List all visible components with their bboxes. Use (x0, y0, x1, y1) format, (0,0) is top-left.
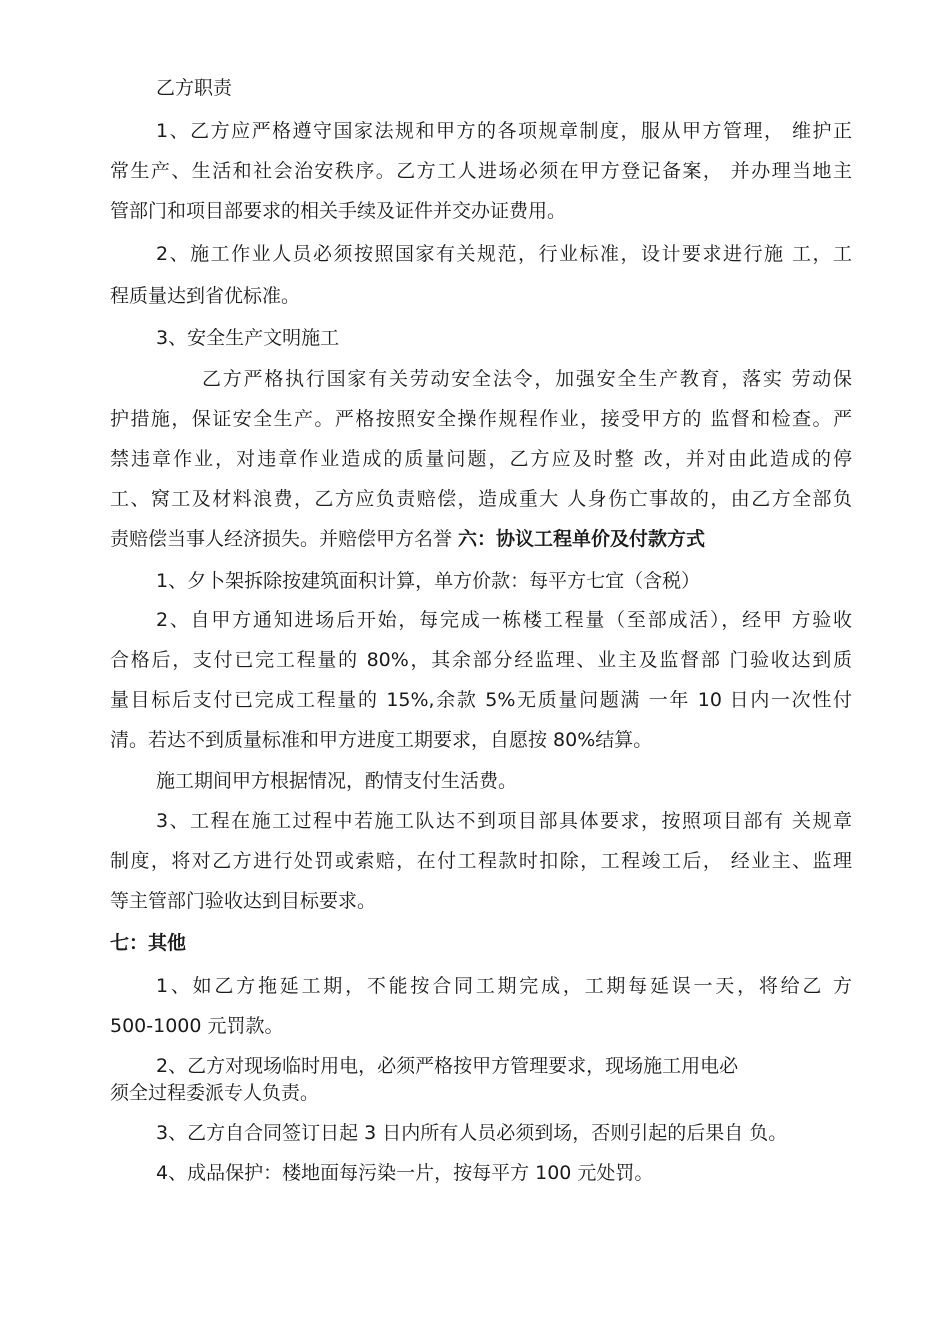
paragraph-line: 合格后，支付已完工程量的 80%，其余部分经监理、业主及监督部 门验收达到质 (110, 649, 852, 671)
paragraph-line: 工、窝工及材料浪费，乙方应负责赔偿，造成重大 人身伤亡事故的，由乙方全部负 (110, 488, 852, 510)
paragraph-line: 乙方严格执行国家有关劳动安全法令，加强安全生产教育，落实 劳动保 (202, 368, 852, 390)
paragraph-line: 3、安全生产文明施工 (156, 327, 340, 349)
paragraph-line: 量目标后支付已完成工程量的 15%,余款 5%无质量问题满 一年 10 日内一次性付 (110, 689, 852, 711)
paragraph-line: 1、如乙方拖延工期，不能按合同工期完成，工期每延误一天，将给乙 方 (156, 975, 852, 997)
paragraph-line: 管部门和项目部要求的相关手续及证件并交办证费用。 (110, 200, 567, 222)
paragraph-line: 禁违章作业，对违章作业造成的质量问题，乙方应及时整 改，并对由此造成的停 (110, 448, 852, 470)
paragraph-line: 等主管部门验收达到目标要求。 (110, 890, 377, 912)
paragraph-line: 施工期间甲方根据情况，酌情支付生活费。 (156, 770, 518, 792)
paragraph-line: 护措施，保证安全生产。严格按照安全操作规程作业，接受甲方的 监督和检查。严 (110, 408, 852, 430)
section-heading-yifang-duties: 乙方职责 (156, 77, 233, 99)
paragraph-line: 1、夕卜架拆除按建筑面积计算，单方价款：每平方七宜（含税） (156, 570, 701, 592)
paragraph-line: 3、工程在施工过程中若施工队达不到项目部具体要求，按照项目部有 关规章 (156, 810, 852, 832)
paragraph-line: 500-1000 元罚款。 (110, 1015, 284, 1037)
paragraph-line: 制度，将对乙方进行处罚或索赔，在付工程款时扣除，工程竣工后， 经业主、监理 (110, 850, 852, 872)
paragraph-line: 2、乙方对现场临时用电，必须严格按甲方管理要求，现场施工用电必 (156, 1055, 739, 1077)
section-heading-six: 六：协议工程单价及付款方式 (458, 528, 706, 550)
paragraph-text: 责赔偿当事人经济损失。并赔偿甲方名誉 (110, 528, 459, 550)
section-heading-seven: 七：其他 (110, 932, 187, 954)
paragraph-line: 2、自甲方通知进场后开始，每完成一栋楼工程量（至部成活），经甲 方验收 (156, 609, 852, 631)
paragraph-line: 清。若达不到质量标准和甲方进度工期要求，自愿按 80%结算。 (110, 729, 653, 751)
paragraph-line: 2、施工作业人员必须按照国家有关规范，行业标准，设计要求进行施 工，工 (156, 243, 852, 265)
paragraph-line: 程质量达到省优标准。 (110, 285, 301, 307)
paragraph-line: 1、乙方应严格遵守国家法规和甲方的各项规章制度，服从甲方管理， 维护正 (156, 120, 852, 142)
paragraph-line: 4、成品保护：楼地面每污染一片，按每平方 100 元处罚。 (156, 1162, 654, 1184)
paragraph-line (110, 526, 852, 552)
paragraph-line: 须全过程委派专人负责。 (110, 1082, 320, 1104)
paragraph-line: 3、乙方自合同签订日起 3 日内所有人员必须到场，否则引起的后果自 负。 (156, 1122, 788, 1144)
paragraph-line: 常生产、生活和社会治安秩序。乙方工人进场必须在甲方登记备案， 并办理当地主 (110, 160, 852, 182)
